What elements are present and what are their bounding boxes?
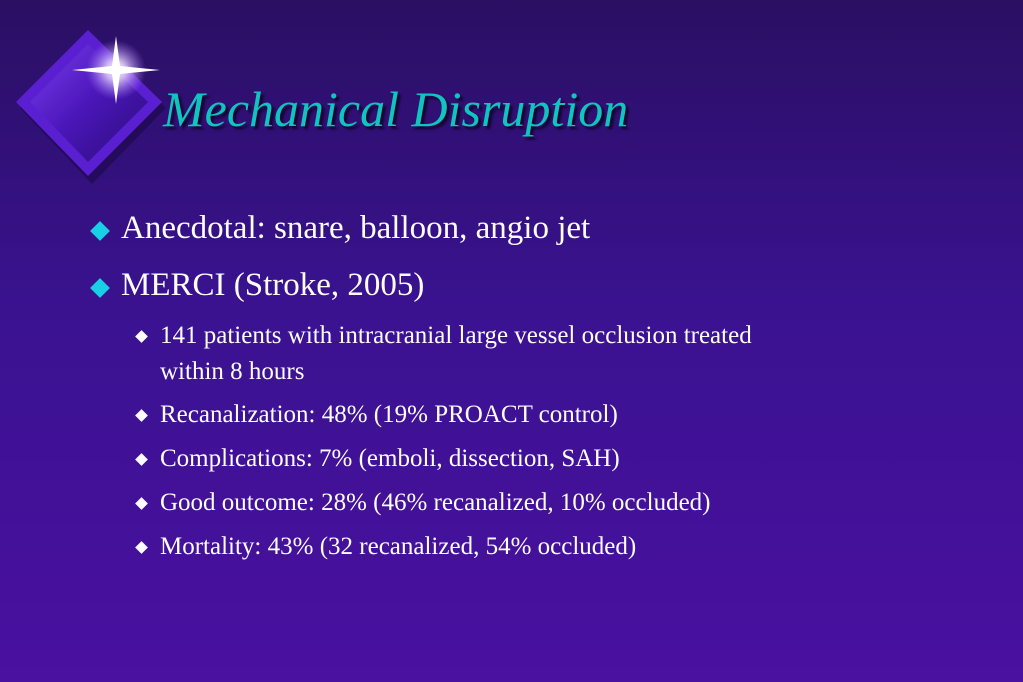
white-diamond-bullet-icon — [135, 409, 148, 422]
slide-title: Mechanical Disruption — [163, 81, 629, 137]
sub-bullet-text: Mortality: 43% (32 recanalized, 54% occluded) — [160, 533, 637, 560]
cyan-diamond-bullet-icon — [90, 221, 110, 241]
sub-bullet-item — [134, 529, 636, 565]
bullet-text: MERCI (Stroke, 2005) — [121, 267, 425, 303]
sub-bullet-item — [134, 318, 752, 390]
sub-bullet-text: Good outcome: 28% (46% recanalized, 10% occluded) — [160, 489, 711, 516]
bullet-item — [90, 210, 590, 247]
white-diamond-bullet-icon — [135, 330, 148, 343]
diamond-star-icon — [16, 22, 186, 192]
white-diamond-bullet-icon — [135, 453, 148, 466]
sub-bullet-item — [134, 441, 620, 477]
sub-bullet-text-continued: within 8 hours — [160, 358, 305, 385]
sub-bullet-text: Complications: 7% (emboli, dissection, SAH) — [160, 445, 620, 472]
sub-bullet-text: Recanalization: 48% (19% PROACT control) — [160, 401, 618, 428]
white-diamond-bullet-icon — [135, 541, 148, 554]
sub-bullet-text: 141 patients with intracranial large vessel occlusion treated — [160, 322, 752, 349]
white-diamond-bullet-icon — [135, 497, 148, 510]
cyan-diamond-bullet-icon — [90, 278, 110, 298]
sub-bullet-item — [134, 397, 618, 433]
bullet-item — [90, 267, 424, 304]
sub-bullet-item — [134, 485, 711, 521]
bullet-text: Anecdotal: snare, balloon, angio jet — [121, 210, 591, 246]
